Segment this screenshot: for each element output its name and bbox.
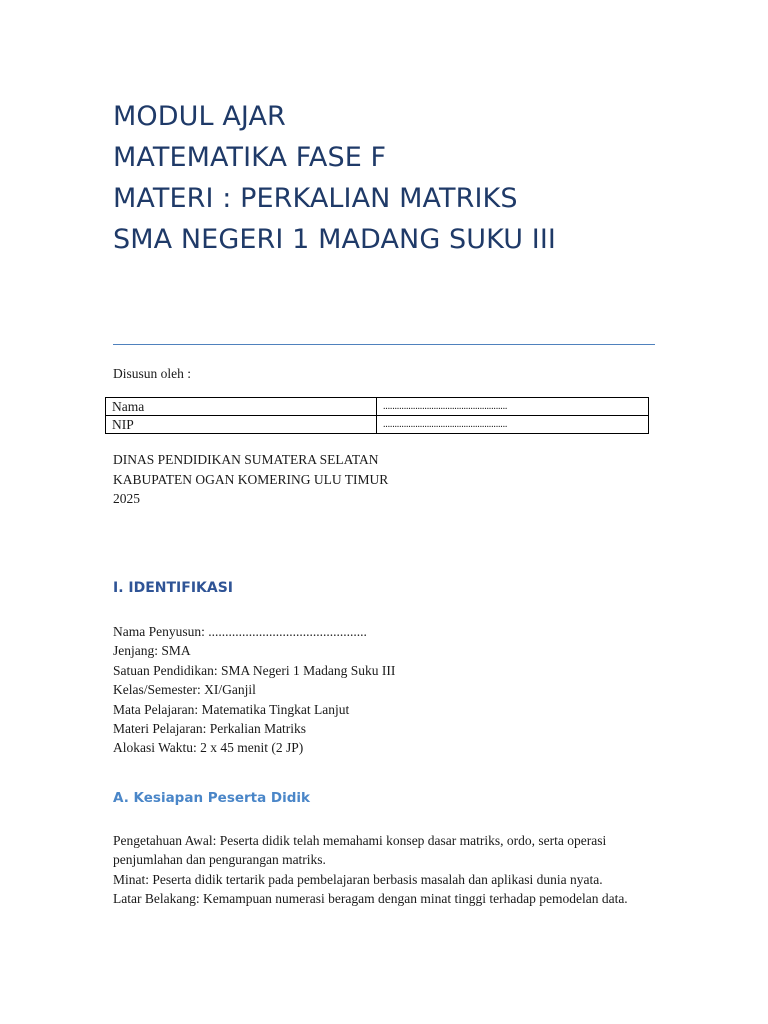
list-item: Materi Pelajaran: Perkalian Matriks: [113, 721, 307, 737]
title-line: SMA NEGERI 1 MADANG SUKU III: [113, 224, 556, 255]
title-divider: [113, 344, 655, 345]
nip-label-cell: NIP: [106, 416, 377, 434]
institution-block: [113, 450, 388, 509]
institution-line: DINAS PENDIDIKAN SUMATERA SELATAN: [113, 452, 379, 467]
title-line: MATERI : PERKALIAN MATRIKS: [113, 183, 518, 214]
institution-line: KABUPATEN OGAN KOMERING ULU TIMUR: [113, 471, 389, 487]
table-row: [106, 398, 649, 416]
author-table: [105, 397, 649, 434]
paragraph: Latar Belakang: Kemampuan numerasi beragam dengan minat tinggi terhadap pemodelan data.: [113, 891, 628, 907]
name-label-cell: Nama: [106, 398, 377, 416]
list-item: Mata Pelajaran: Matematika Tingkat Lanjut: [113, 701, 350, 717]
list-item: Nama Penyusun: ...............................................: [113, 624, 367, 639]
institution-year: 2025: [113, 491, 140, 506]
author-label: Disusun oleh :: [113, 366, 192, 381]
section-heading-identification: I. IDENTIFIKASI: [113, 580, 234, 596]
list-item: Alokasi Waktu: 2 x 45 menit (2 JP): [113, 740, 304, 756]
table-row: [106, 416, 649, 434]
title-line: MODUL AJAR: [113, 101, 286, 132]
paragraph: Pengetahuan Awal: Peserta didik telah memahami konsep dasar matriks, ordo, serta operasi penjumlahan dan pengurangan matriks.: [113, 833, 607, 868]
subsection-heading-readiness: A. Kesiapan Peserta Didik: [113, 790, 311, 806]
nip-value-cell: ......................................................: [377, 416, 649, 434]
document-title: [113, 96, 673, 260]
identification-list: [113, 622, 395, 758]
title-line: MATEMATIKA FASE F: [113, 142, 387, 173]
name-value-cell: ......................................................: [377, 398, 649, 416]
list-item: Jenjang: SMA: [113, 643, 191, 659]
list-item: Kelas/Semester: XI/Ganjil: [113, 682, 256, 698]
readiness-body: [113, 831, 658, 909]
paragraph: Minat: Peserta didik tertarik pada pembelajaran berbasis masalah dan aplikasi dunia nyata.: [113, 871, 603, 887]
list-item: Satuan Pendidikan: SMA Negeri 1 Madang Suku III: [113, 662, 396, 678]
